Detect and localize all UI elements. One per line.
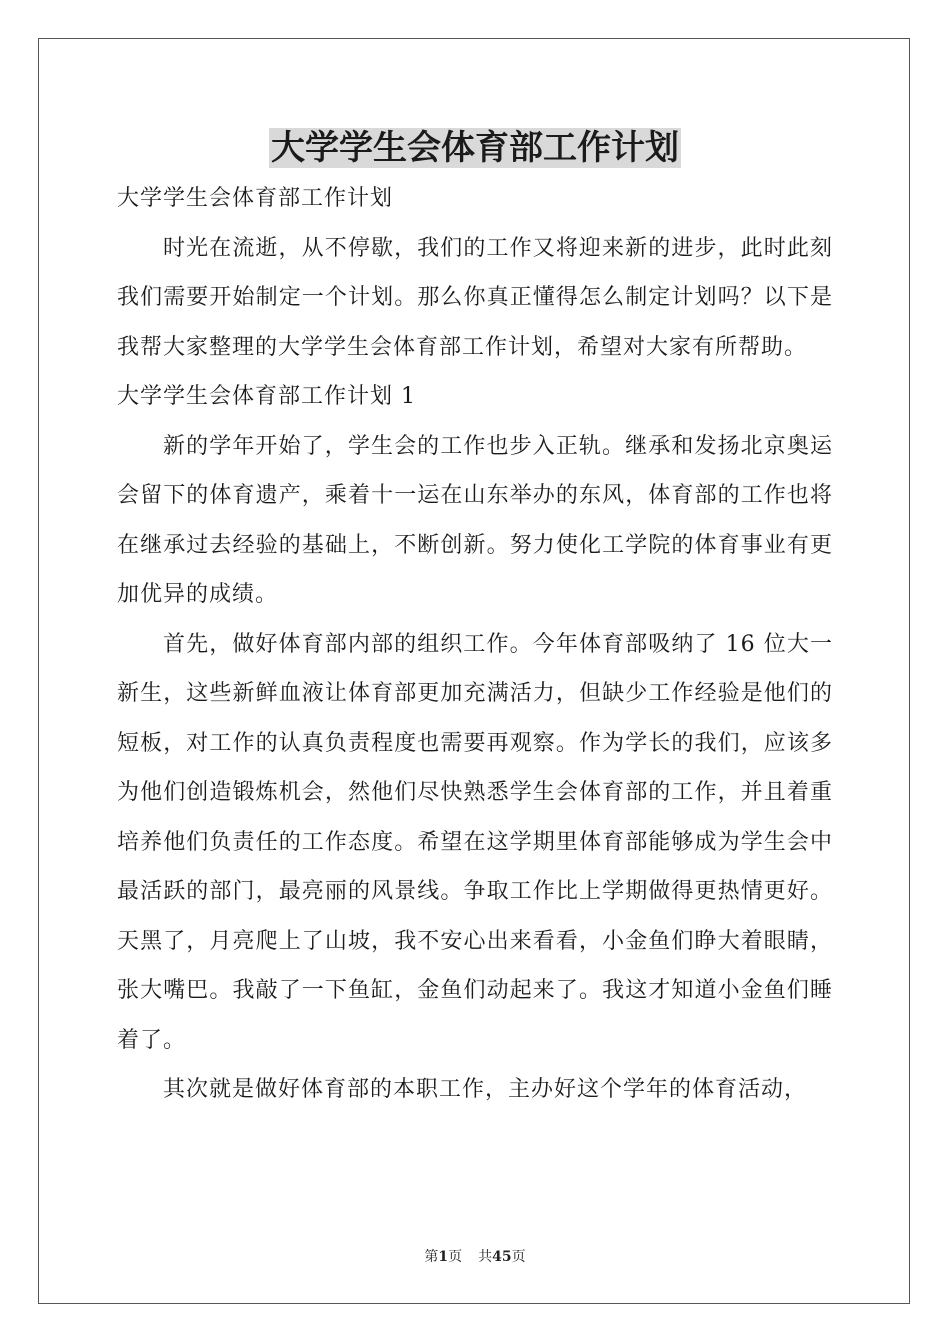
document-title [0,124,950,172]
page-footer [0,1246,950,1266]
total-pages: 45 [492,1249,512,1265]
body-paragraph: 其次就是做好体育部的本职工作，主办好这个学年的体育活动， [163,1077,808,1102]
page-suffix: 页 [448,1249,463,1265]
total-prefix: 共 [478,1249,493,1265]
total-suffix: 页 [511,1249,526,1265]
section-heading: 大学学生会体育部工作计划 1 [117,384,416,409]
document-body [117,174,833,1115]
page-number: 1 [438,1249,449,1265]
subtitle-paragraph: 大学学生会体育部工作计划 [117,186,394,211]
body-paragraph: 新的学年开始了，学生会的工作也步入正轨。继承和发扬北京奥运会留下的体育遗产，乘着十一运在山东举办的东风，体育部的工作也将在继承过去经验的基础上，不断创新。努力使化工学院的体育事业有更加优异的成绩。 [117,433,833,607]
body-paragraph: 首先，做好体育部内部的组织工作。今年体育部吸纳了 16 位大一新生，这些新鲜血液让体育部更加充满活力，但缺少工作经验是他们的短板，对工作的认真负责程度也需要再观察。作为学长的我们，应该多为他们创造锻炼机会，然他们尽快熟悉学生会体育部的工作，并且着重培养他们负责任的工作态度。希望在这学期里体育部能够成为学生会中最活跃的部门，最亮丽的风景线。争取工作比上学期做得更热情更好。天黑了，月亮爬上了山坡，我不安心出来看看，小金鱼们睁大着眼睛，张大嘴巴。我敲了一下鱼缸，金鱼们动起来了。我这才知道小金鱼们睡着了。 [117,631,833,1053]
document-title-text: 大学学生会体育部工作计划 [271,128,679,168]
page-prefix: 第 [424,1249,439,1265]
intro-paragraph: 时光在流逝，从不停歇，我们的工作又将迎来新的进步，此时此刻我们需要开始制定一个计划。那么你真正懂得怎么制定计划吗？以下是我帮大家整理的大学学生会体育部工作计划，希望对大家有所帮助。 [117,235,833,360]
